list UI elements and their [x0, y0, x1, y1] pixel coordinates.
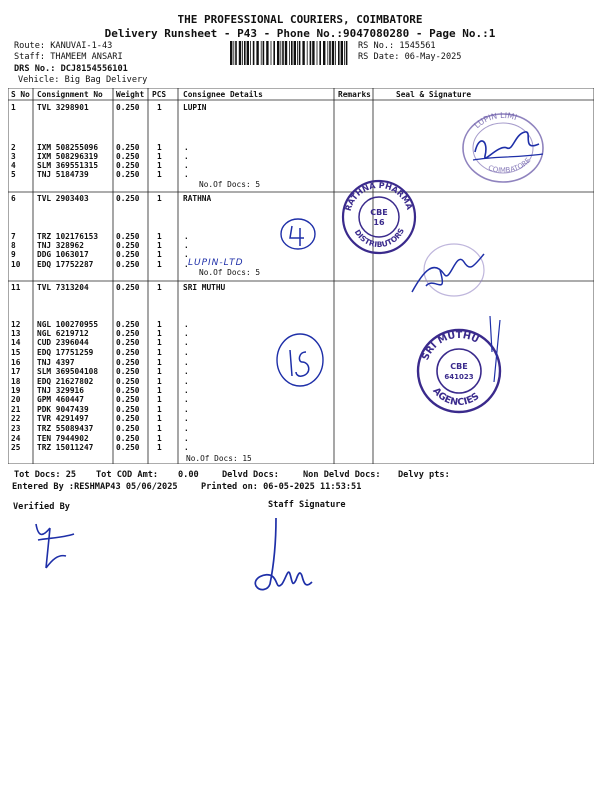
col-header-consignee: Consignee Details	[183, 90, 263, 99]
row-detail: .	[184, 320, 189, 329]
row-detail: .	[184, 152, 189, 161]
svg-text:CBE: CBE	[450, 362, 468, 371]
row-pcs: 1	[157, 194, 162, 203]
row-detail: .	[184, 241, 189, 250]
row-sno: 18	[11, 377, 21, 386]
row-consignment: TVL 3298901	[37, 103, 89, 112]
row-sno: 13	[11, 329, 21, 338]
row-weight: 0.250	[116, 250, 140, 259]
row-weight: 0.250	[116, 283, 140, 292]
row-consignment: TEN 7944902	[37, 434, 89, 443]
row-consignment: TNJ 4397	[37, 358, 75, 367]
barcode-bar	[250, 41, 251, 65]
company-title: THE PROFESSIONAL COURIERS, COIMBATORE	[177, 13, 423, 26]
row-pcs: 1	[157, 424, 162, 433]
barcode-bar	[338, 41, 340, 65]
row-weight: 0.250	[116, 320, 140, 329]
consignee-name: SRI MUTHU	[183, 283, 226, 292]
barcode-bar	[273, 41, 275, 65]
row-detail: .	[184, 348, 189, 357]
row-pcs: 1	[157, 103, 162, 112]
rs-number: RS No.: 1545561	[358, 41, 436, 51]
svg-text:COIMBATORE: COIMBATORE	[487, 156, 533, 175]
row-detail: .	[184, 161, 189, 170]
row-pcs: 1	[157, 386, 162, 395]
row-weight: 0.250	[116, 329, 140, 338]
col-header-seal-signature: Seal & Signature	[396, 90, 472, 99]
lupin-stamp-icon	[455, 104, 551, 186]
barcode-bar	[310, 41, 312, 65]
row-pcs: 1	[157, 232, 162, 241]
row-detail: .	[184, 443, 189, 452]
col-header-sno: S No	[11, 90, 30, 99]
row-consignment: CUD 2396044	[37, 338, 89, 347]
row-detail: .	[184, 405, 189, 414]
row-detail: .	[184, 260, 189, 269]
handwritten-circle-15-icon	[272, 330, 328, 392]
row-sno: 23	[11, 424, 21, 433]
barcode-bar	[253, 41, 255, 65]
row-sno: 10	[11, 260, 21, 269]
barcode-bar	[344, 41, 345, 65]
non-delivered-docs: Non Delvd Docs:	[303, 470, 381, 480]
vehicle-label: Vehicle: Big Bag Delivery	[18, 75, 148, 85]
row-sno: 12	[11, 320, 21, 329]
svg-text:RATHNA PHARMA: RATHNA PHARMA	[343, 180, 414, 213]
total-cod-amount: 0.00	[178, 470, 199, 480]
row-pcs: 1	[157, 358, 162, 367]
row-pcs: 1	[157, 338, 162, 347]
svg-text:641023: 641023	[444, 373, 474, 381]
barcode-bar	[256, 41, 258, 65]
delivered-docs: Delvd Docs:	[222, 470, 279, 480]
row-pcs: 1	[157, 152, 162, 161]
row-sno: 8	[11, 241, 16, 250]
barcode-bar	[294, 41, 296, 65]
row-consignment: EDQ 17751259	[37, 348, 94, 357]
barcode-bar	[277, 41, 279, 65]
row-weight: 0.250	[116, 170, 140, 179]
barcode-bar	[319, 41, 321, 65]
row-consignment: TVR 4291497	[37, 414, 89, 423]
barcode-bar	[282, 41, 284, 65]
barcode-bar	[263, 41, 265, 65]
row-detail: .	[184, 377, 189, 386]
row-weight: 0.250	[116, 103, 140, 112]
row-consignment: NGL 100270955	[37, 320, 99, 329]
runsheet-subtitle: Delivery Runsheet - P43 - Phone No.:9047080280 - Page No.:1	[104, 27, 496, 40]
row-weight: 0.250	[116, 241, 140, 250]
row-sno: 14	[11, 338, 21, 347]
col-header-weight: Weight	[116, 90, 145, 99]
staff-label: Staff: THAMEEM ANSARI	[14, 52, 123, 62]
row-detail: .	[184, 424, 189, 433]
barcode-bar	[235, 41, 237, 65]
barcode-bar	[242, 41, 243, 65]
barcode-bar	[329, 41, 331, 65]
row-consignment: SLM 369551315	[37, 161, 99, 170]
row-weight: 0.250	[116, 194, 140, 203]
row-sno: 17	[11, 367, 21, 376]
row-sno: 25	[11, 443, 21, 452]
row-consignment: GPM 460447	[37, 395, 84, 404]
row-weight: 0.250	[116, 232, 140, 241]
row-weight: 0.250	[116, 260, 140, 269]
sri-muthu-pen-mark-icon	[470, 312, 510, 392]
row-consignment: IXM 508296319	[37, 152, 99, 161]
row-detail: .	[184, 250, 189, 259]
row-weight: 0.250	[116, 443, 140, 452]
delivery-points: Delvy pts:	[398, 470, 450, 480]
row-sno: 7	[11, 232, 16, 241]
row-weight: 0.250	[116, 395, 140, 404]
row-consignment: TVL 7313204	[37, 283, 89, 292]
row-sno: 24	[11, 434, 21, 443]
printed-on: Printed on: 06-05-2025 11:53:51	[201, 482, 362, 492]
row-consignment: EDQ 21627802	[37, 377, 94, 386]
barcode-bar	[332, 41, 334, 65]
row-consignment: TRZ 55089437	[37, 424, 94, 433]
row-pcs: 1	[157, 377, 162, 386]
barcode-bar	[297, 41, 298, 65]
barcode-bar	[307, 41, 308, 65]
row-consignment: TNJ 328962	[37, 241, 84, 250]
row-pcs: 1	[157, 329, 162, 338]
rathna-signature-icon	[404, 240, 494, 310]
row-detail: .	[184, 367, 189, 376]
row-pcs: 1	[157, 283, 162, 292]
row-detail: .	[184, 329, 189, 338]
docs-count: No.Of Docs: 15	[186, 454, 252, 463]
row-consignment: TNJ 5184739	[37, 170, 89, 179]
row-pcs: 1	[157, 143, 162, 152]
total-cod-label: Tot COD Amt:	[96, 470, 159, 480]
barcode-bar	[244, 41, 246, 65]
row-weight: 0.250	[116, 367, 140, 376]
col-header-pcs: PCS	[152, 90, 167, 99]
barcode-bar	[233, 41, 234, 65]
row-consignment: TRZ 102176153	[37, 232, 99, 241]
svg-text:16: 16	[373, 218, 385, 227]
barcode-bar	[312, 41, 314, 65]
row-weight: 0.250	[116, 161, 140, 170]
row-weight: 0.250	[116, 143, 140, 152]
row-sno: 1	[11, 103, 16, 112]
row-weight: 0.250	[116, 348, 140, 357]
row-weight: 0.250	[116, 386, 140, 395]
row-sno: 15	[11, 348, 21, 357]
consignee-name: RATHNA	[183, 194, 212, 203]
row-sno: 3	[11, 152, 16, 161]
drs-label: DRS No.: DCJ8154556101	[14, 64, 128, 74]
row-pcs: 1	[157, 170, 162, 179]
row-consignment: IXM 508255096	[37, 143, 99, 152]
row-detail: .	[184, 170, 189, 179]
total-docs: Tot Docs: 25	[14, 470, 77, 480]
col-header-remarks: Remarks	[338, 90, 371, 99]
row-sno: 11	[11, 283, 21, 292]
barcode-bar	[239, 41, 241, 65]
row-weight: 0.250	[116, 424, 140, 433]
row-detail: .	[184, 143, 189, 152]
row-weight: 0.250	[116, 152, 140, 161]
row-sno: 16	[11, 358, 21, 367]
row-consignment: DDG 1063017	[37, 250, 89, 259]
row-pcs: 1	[157, 414, 162, 423]
barcode-bar	[271, 41, 272, 65]
route-label: Route: KANUVAI-1-43	[14, 41, 113, 51]
row-consignment: SLM 369504108	[37, 367, 99, 376]
consignee-name: LUPIN	[183, 103, 207, 112]
barcode-bar	[261, 41, 262, 65]
svg-text:SRI MUTHU: SRI MUTHU	[420, 329, 481, 362]
barcode-bar	[230, 41, 232, 65]
row-pcs: 1	[157, 250, 162, 259]
row-consignment: TRZ 15011247	[37, 443, 94, 452]
row-consignment: EDQ 17752287	[37, 260, 94, 269]
docs-count: No.Of Docs: 5	[199, 268, 261, 277]
staff-signature-icon	[246, 514, 326, 598]
handwritten-circle-4-icon	[276, 212, 320, 256]
barcode-bar	[323, 41, 325, 65]
handwritten-note: LUPIN-LTD	[188, 258, 244, 268]
row-pcs: 1	[157, 434, 162, 443]
row-detail: .	[184, 358, 189, 367]
row-detail: .	[184, 338, 189, 347]
barcode-bar	[289, 41, 290, 65]
row-pcs: 1	[157, 405, 162, 414]
svg-text:LUPIN LIMI: LUPIN LIMI	[472, 110, 519, 131]
verified-by-label: Verified By	[13, 502, 70, 512]
row-detail: .	[184, 434, 189, 443]
row-weight: 0.250	[116, 414, 140, 423]
row-consignment: TNJ 329916	[37, 386, 84, 395]
row-pcs: 1	[157, 443, 162, 452]
row-pcs: 1	[157, 241, 162, 250]
row-sno: 4	[11, 161, 16, 170]
row-pcs: 1	[157, 348, 162, 357]
barcode-bar	[317, 41, 318, 65]
row-pcs: 1	[157, 367, 162, 376]
row-pcs: 1	[157, 395, 162, 404]
row-detail: .	[184, 395, 189, 404]
barcode-bar	[335, 41, 336, 65]
barcode	[230, 41, 350, 65]
barcode-bar	[266, 41, 268, 65]
row-weight: 0.250	[116, 377, 140, 386]
barcode-bar	[247, 41, 249, 65]
barcode-bar	[341, 41, 343, 65]
barcode-bar	[302, 41, 304, 65]
col-header-consignment: Consignment No	[37, 90, 103, 99]
row-pcs: 1	[157, 260, 162, 269]
row-detail: .	[184, 414, 189, 423]
row-consignment: PDK 9047439	[37, 405, 89, 414]
row-pcs: 1	[157, 161, 162, 170]
docs-count: No.Of Docs: 5	[199, 180, 261, 189]
row-detail: .	[184, 232, 189, 241]
row-sno: 9	[11, 250, 16, 259]
row-sno: 6	[11, 194, 16, 203]
barcode-bar	[346, 41, 348, 65]
row-detail: .	[184, 386, 189, 395]
row-sno: 21	[11, 405, 21, 414]
barcode-bar	[327, 41, 328, 65]
barcode-bar	[291, 41, 293, 65]
row-sno: 19	[11, 386, 21, 395]
row-weight: 0.250	[116, 358, 140, 367]
verified-signature-icon	[28, 516, 88, 576]
row-sno: 2	[11, 143, 16, 152]
row-consignment: TVL 2903403	[37, 194, 89, 203]
svg-text:DISTRIBUTORS: DISTRIBUTORS	[352, 226, 407, 250]
row-sno: 20	[11, 395, 21, 404]
staff-signature-label: Staff Signature	[268, 500, 346, 510]
row-consignment: NGL 6219712	[37, 329, 89, 338]
svg-text:CBE: CBE	[370, 208, 388, 217]
entered-by: Entered By :RESHMAP43 05/06/2025	[12, 482, 178, 492]
row-weight: 0.250	[116, 405, 140, 414]
barcode-bar	[299, 41, 301, 65]
row-weight: 0.250	[116, 338, 140, 347]
row-sno: 22	[11, 414, 21, 423]
barcode-bar	[280, 41, 281, 65]
row-sno: 5	[11, 170, 16, 179]
row-weight: 0.250	[116, 434, 140, 443]
rs-date: RS Date: 06-May-2025	[358, 52, 462, 62]
barcode-bar	[285, 41, 287, 65]
row-pcs: 1	[157, 320, 162, 329]
svg-text:AGENCIES: AGENCIES	[430, 385, 482, 409]
